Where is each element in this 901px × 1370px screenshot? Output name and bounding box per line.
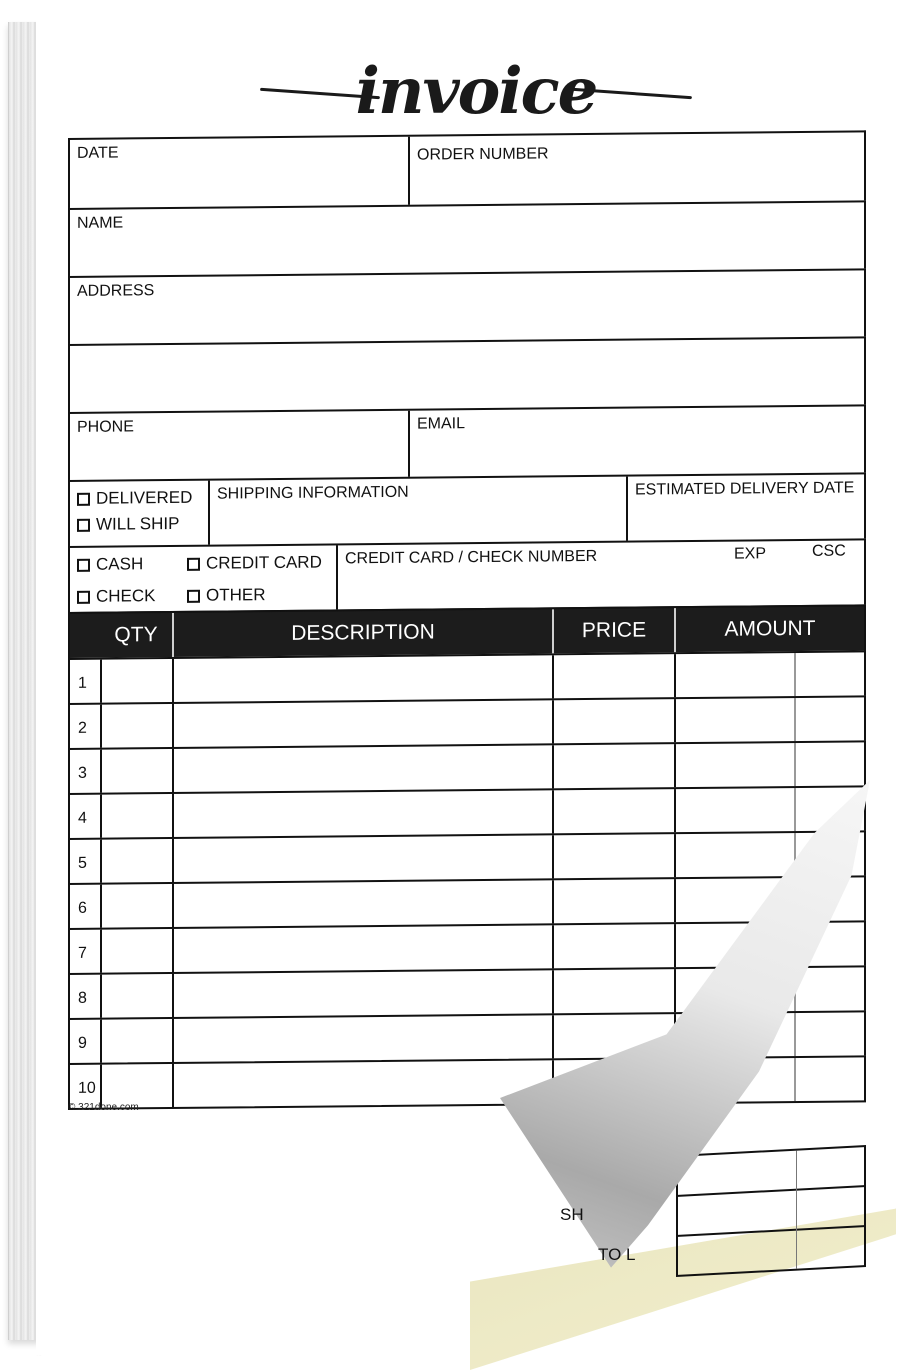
row-payment [68,538,866,612]
header-qty: QTY [114,623,158,647]
row-address [68,268,866,344]
amount-dollars-cell[interactable] [674,743,794,787]
estimated-delivery-date-field[interactable] [626,474,864,540]
description-cell[interactable] [172,1060,552,1107]
qty-cell[interactable] [100,794,172,838]
order-number-field[interactable] [408,132,864,204]
delivered-label: DELIVERED [96,487,193,508]
credit-card-checkbox[interactable] [187,553,329,572]
totals-labels [560,1205,635,1285]
cash-label: CASH [96,554,144,574]
header-price: PRICE [552,608,674,653]
order-number-label: ORDER NUMBER [417,145,549,164]
credit-card-check-number-label: CREDIT CARD / CHECK NUMBER [345,547,598,568]
total-label: TO L [598,1245,636,1264]
qty-cell[interactable] [100,929,172,973]
header-row-number [70,614,100,658]
row-phone-email [68,404,866,480]
date-label: DATE [77,144,119,162]
checkbox-icon [187,589,200,602]
qty-cell[interactable] [100,884,172,928]
amount-cents-cell[interactable] [794,742,864,786]
table-row [68,875,866,928]
totals-box [676,1145,866,1277]
description-cell[interactable] [172,925,552,972]
invoice-title: invoice [355,54,597,129]
header-amount: AMOUNT [674,606,864,652]
payment-options [70,545,336,612]
row-number: 2 [78,719,87,737]
row-address-2 [68,336,866,412]
check-label: CHECK [96,586,156,606]
price-cell[interactable] [552,699,674,743]
checkbox-icon [77,492,90,505]
price-cell[interactable] [552,654,674,698]
row-shipping [68,472,866,546]
description-cell[interactable] [172,745,552,792]
table-row [68,830,866,883]
address-field[interactable] [70,270,864,344]
phone-label: PHONE [77,418,134,436]
checkbox-icon [187,557,200,570]
phone-field[interactable] [70,411,408,480]
email-label: EMAIL [417,415,466,433]
email-field[interactable] [408,406,864,476]
price-cell[interactable] [552,744,674,788]
table-row [68,785,866,838]
description-cell[interactable] [172,880,552,927]
estimated-delivery-date-label: ESTIMATED DELIVERY DATE [635,479,855,499]
qty-cell[interactable] [100,839,172,883]
address-label: ADDRESS [77,282,155,300]
amount-dollars-cell[interactable] [674,788,794,832]
totals-divider [678,1185,864,1197]
checkbox-icon [77,558,90,571]
checkbox-icon [77,518,90,531]
name-label: NAME [77,214,124,232]
row-number: 7 [78,944,87,962]
qty-cell[interactable] [100,659,172,703]
table-row [68,695,866,748]
credit-card-check-number-field[interactable] [336,540,864,609]
copyright-note: © 321done.com [68,1102,139,1113]
row-date-order [68,130,866,208]
description-cell[interactable] [172,1015,552,1062]
price-cell[interactable] [552,924,674,968]
totals-cents-divider [796,1151,797,1269]
amount-cents-cell[interactable] [794,1057,864,1101]
price-cell[interactable] [552,969,674,1013]
row-number: 4 [78,809,87,827]
check-checkbox[interactable] [77,587,187,606]
checkbox-icon [77,590,90,603]
description-cell[interactable] [172,970,552,1017]
description-cell[interactable] [172,655,552,702]
header-description: DESCRIPTION [172,609,552,657]
row-number: 10 [78,1079,96,1097]
delivered-checkbox[interactable] [77,489,201,508]
row-name [68,200,866,276]
will-ship-label: WILL SHIP [96,513,180,534]
address-line-2-field[interactable] [70,338,864,412]
amount-cents-cell[interactable] [794,652,864,696]
row-number: 1 [78,674,87,692]
qty-cell[interactable] [100,974,172,1018]
amount-dollars-cell[interactable] [674,698,794,742]
items-table-header [68,604,866,658]
price-cell[interactable] [552,789,674,833]
shipping-information-label: SHIPPING INFORMATION [217,483,409,503]
cash-checkbox[interactable] [77,555,187,574]
shipping-label: SH [560,1205,584,1224]
amount-dollars-cell[interactable] [674,833,794,877]
shipping-information-field[interactable] [208,477,626,545]
date-field[interactable] [70,137,408,208]
price-cell[interactable] [552,834,674,878]
row-number: 8 [78,989,87,1007]
name-field[interactable] [70,202,864,276]
description-cell[interactable] [172,835,552,882]
row-number: 6 [78,899,87,917]
row-number: 9 [78,1034,87,1052]
price-cell[interactable] [552,879,674,923]
exp-label: EXP [734,545,767,563]
table-row [68,740,866,793]
description-cell[interactable] [172,700,552,747]
csc-label: CSC [812,542,846,560]
qty-cell[interactable] [100,1019,172,1063]
totals-divider [678,1225,864,1237]
qty-cell[interactable] [100,749,172,793]
description-cell[interactable] [172,790,552,837]
row-number: 3 [78,764,87,782]
credit-card-label: CREDIT CARD [206,552,322,573]
title-block [260,52,692,138]
will-ship-checkbox[interactable] [77,515,201,534]
qty-cell[interactable] [100,704,172,748]
other-label: OTHER [206,585,266,605]
other-checkbox[interactable] [187,585,329,604]
amount-dollars-cell[interactable] [674,653,794,697]
row-number: 5 [78,854,87,872]
amount-cents-cell[interactable] [794,697,864,741]
table-row [68,650,866,703]
amount-cents-cell[interactable] [794,1012,864,1056]
delivery-options [70,481,208,546]
